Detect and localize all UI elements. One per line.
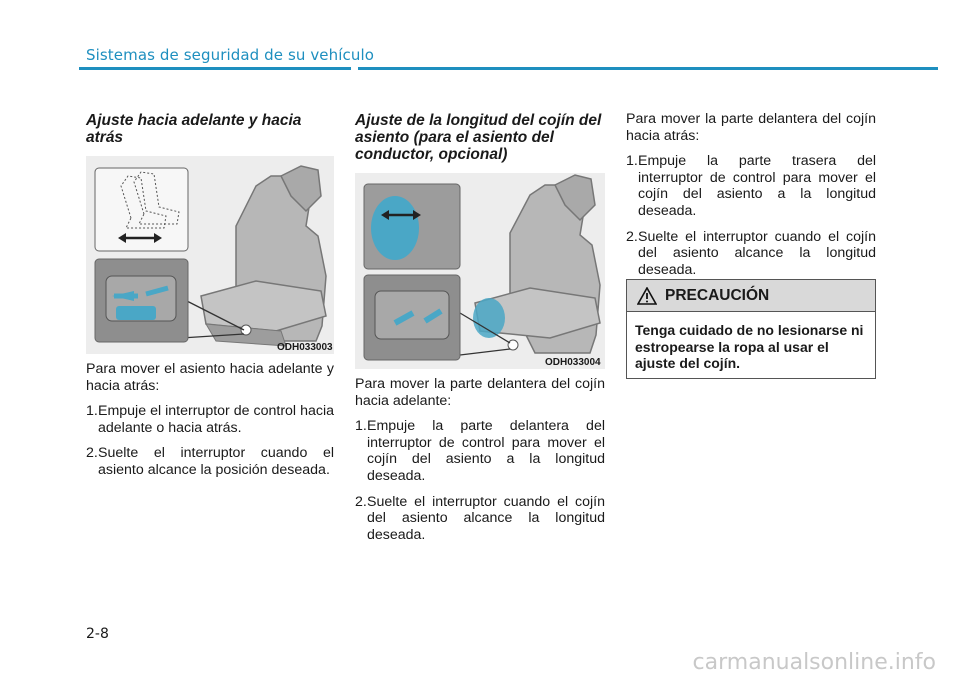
left-intro: Para mover el asiento hacia adelante y hacia atrás: (86, 361, 334, 394)
header-rule-right (358, 67, 938, 70)
figure-cushion-length (355, 173, 605, 369)
list-item: 1. Empuje el interruptor de control hacia adelante o hacia atrás. (86, 403, 334, 436)
right-column (626, 111, 876, 287)
caution-box (626, 279, 876, 379)
section-title: Sistemas de seguridad de su vehículo (86, 46, 375, 64)
list-item: 2. Suelte el interruptor cuando el cojín del asiento alcance la longitud deseada. (626, 228, 876, 278)
figure-seat-slide (86, 156, 334, 354)
left-heading: Ajuste hacia adelante y hacia atrás (86, 112, 302, 146)
cushion-illustration (355, 173, 605, 369)
left-column (86, 112, 334, 146)
header-rule-left (79, 67, 351, 70)
seat-slide-illustration (86, 156, 334, 354)
caution-text: Tenga cuidado de no lesionarse ni estropearse la ropa al usar el ajuste del cojín. (635, 322, 864, 371)
warning-icon (637, 287, 657, 305)
caution-title: PRECAUCIÓN (665, 286, 770, 304)
middle-intro: Para mover la parte delantera del cojín hacia adelante: (355, 376, 605, 409)
middle-heading: Ajuste de la longitud del cojín del asiento (para el asiento del conductor, opcional) (355, 112, 602, 163)
list-item: 1. Empuje la parte trasera del interruptor de control para mover el cojín del asiento a la longitud deseada. (626, 153, 876, 219)
watermark: carmanualsonline.info (692, 650, 936, 675)
caution-header (627, 280, 875, 312)
middle-column (355, 112, 605, 163)
list-item: 2. Suelte el interruptor cuando el asiento alcance la posición deseada. (86, 445, 334, 478)
right-intro: Para mover la parte delantera del cojín hacia atrás: (626, 111, 876, 144)
list-item: 1. Empuje la parte delantera del interruptor de control para mover el cojín del asiento a la longitud deseada. (355, 418, 605, 484)
figure-code-left: ODH033003 (277, 342, 333, 353)
page-number: 2-8 (86, 626, 109, 642)
figure-code-middle: ODH033004 (545, 357, 601, 368)
list-item: 2. Suelte el interruptor cuando el cojín del asiento alcance la longitud deseada. (355, 493, 605, 543)
